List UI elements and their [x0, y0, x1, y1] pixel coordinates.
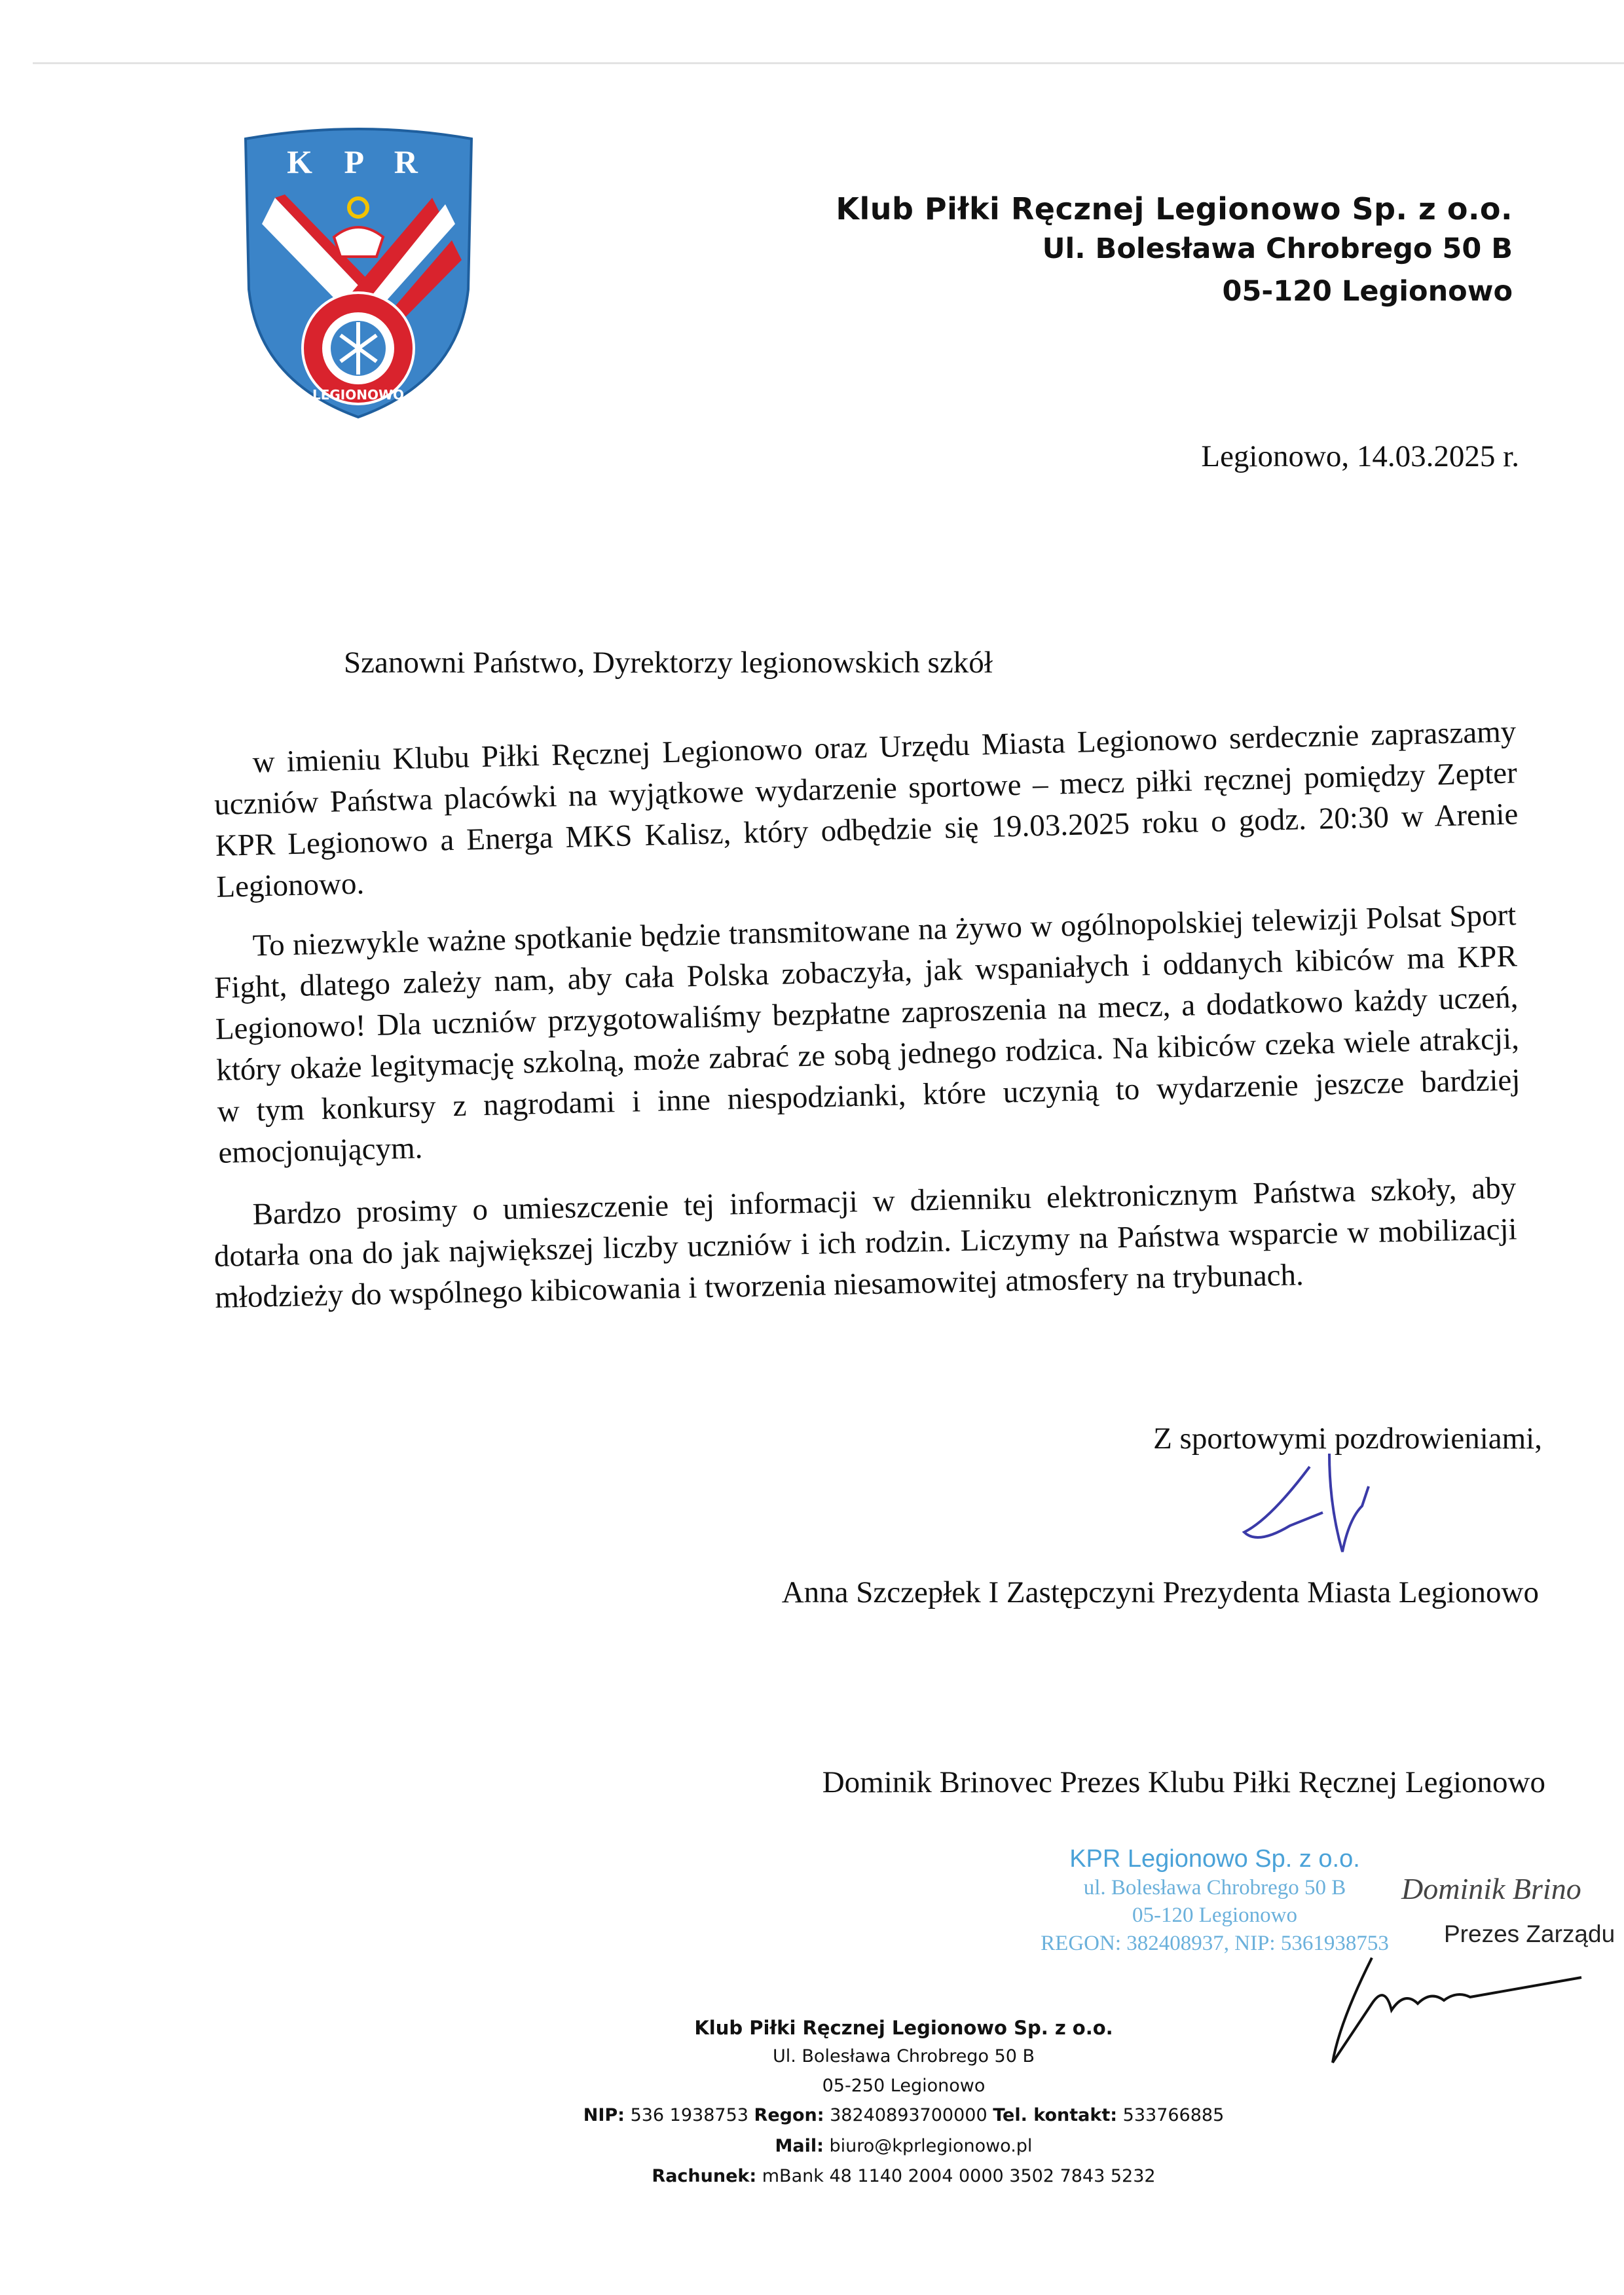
footer-city: 05-250 Legionowo — [822, 2076, 986, 2096]
footer-mail-line — [511, 2136, 1297, 2156]
stamp-title: Prezes Zarządu — [1444, 1920, 1615, 1947]
footer-street: Ul. Bolesława Chrobrego 50 B — [772, 2046, 1035, 2066]
footer-nip-label: NIP: — [583, 2105, 625, 2125]
footer-tel: 533766885 — [1122, 2105, 1225, 2125]
paragraph-text: w imieniu Klubu Piłki Ręcznej Legionowo oraz Urzędu Miasta Legionowo serdecznie zapraszamy uczniów Państwa placówki na wyjątkowe wydarzenie sportowe – mecz piłki ręcznej pomiędzy Zepter KPR Legionowo a Energa MKS Kalisz, który odbędzie się 19.03.2025 roku o godz. 20:30 w Arenie Legionowo. — [213, 714, 1519, 904]
logo-letters: K P R — [287, 143, 430, 180]
kpr-club-logo — [236, 126, 481, 420]
greeting: Szanowni Państwo, Dyrektorzy legionowskich szkół — [344, 646, 993, 680]
stamp-signature-name: Dominik Brino — [1401, 1872, 1581, 1905]
body-paragraph-1 — [213, 711, 1520, 908]
header-street: Ul. Bolesława Chrobrego 50 B — [1042, 232, 1513, 265]
signature-2 — [1320, 1945, 1601, 2076]
footer-ids — [511, 2105, 1297, 2125]
stamp-name: KPR Legionowo Sp. z o.o. — [1069, 1845, 1360, 1873]
signature-1 — [1231, 1447, 1428, 1571]
footer-club-name: Klub Piłki Ręcznej Legionowo Sp. z o.o. — [694, 2017, 1113, 2039]
footer-mail-label: Mail: — [775, 2136, 824, 2156]
paragraph-text: To niezwykle ważne spotkanie będzie transmitowane na żywo w ogólnopolskiej telewizji Polsat Sport Fight, dlatego zależy nam, aby cała Polska zobaczyła, jak wspaniałych i oddanych kibiców ma KPR Legionowo! Dla uczniów przygotowaliśmy bezpłatne zaproszenia na mecz, a dodatkowo każdy uczeń, który okaże legitymację szkolną, może zabrać ze sobą jednego rodzica. Na kibiców czeka wiele atrakcji, w tym konkursy z nagrodami i inne niespodzianki, które uczynią to wydarzenie jeszcze bardziej emocjonującym. — [213, 898, 1521, 1170]
footer-mail: biuro@kprlegionowo.pl — [829, 2136, 1033, 2156]
stamp-ids: REGON: 382408937, NIP: 5361938753 — [1041, 1932, 1389, 1955]
signer-2: Dominik Brinovec Prezes Klubu Piłki Ręcznej Legionowo — [822, 1765, 1545, 1799]
letter-date: Legionowo, 14.03.2025 r. — [1201, 439, 1519, 473]
header-club-name: Klub Piłki Ręcznej Legionowo Sp. z o.o. — [836, 191, 1513, 227]
paragraph-text: Bardzo prosimy o umieszczenie tej informacji w dzienniku elektronicznym Państwa szkoły, aby dotarła ona do jak największej liczby uczniów i ich rodzin. Liczymy na Państwa wsparcie w mobilizacji młodzieży do wspólnego kibicowania i tworzenia niesamowitej atmosfery na trybunach. — [213, 1171, 1518, 1315]
footer-regon: 38240893700000 — [830, 2105, 987, 2125]
footer-account-label: Rachunek: — [652, 2166, 757, 2186]
footer-regon-label: Regon: — [754, 2105, 824, 2125]
top-rule — [33, 62, 1624, 64]
stamp-street: ul. Bolesława Chrobrego 50 B — [1083, 1876, 1346, 1900]
footer-account-line — [511, 2166, 1297, 2186]
logo-ring-text: LEGIONOWO — [312, 387, 405, 403]
footer-account: mBank 48 1140 2004 0000 3502 7843 5232 — [762, 2166, 1156, 2186]
body-paragraph-3 — [213, 1167, 1519, 1319]
footer-nip: 536 1938753 — [630, 2105, 748, 2125]
signer-1: Anna Szczepłek I Zastępczyni Prezydenta Miasta Legionowo — [781, 1575, 1539, 1609]
closing: Z sportowymi pozdrowieniami, — [1153, 1422, 1542, 1456]
header-city: 05-120 Legionowo — [1222, 275, 1513, 308]
body-paragraph-2 — [213, 894, 1522, 1174]
footer-tel-label: Tel. kontakt: — [993, 2105, 1118, 2125]
stamp-city: 05-120 Legionowo — [1132, 1903, 1298, 1927]
